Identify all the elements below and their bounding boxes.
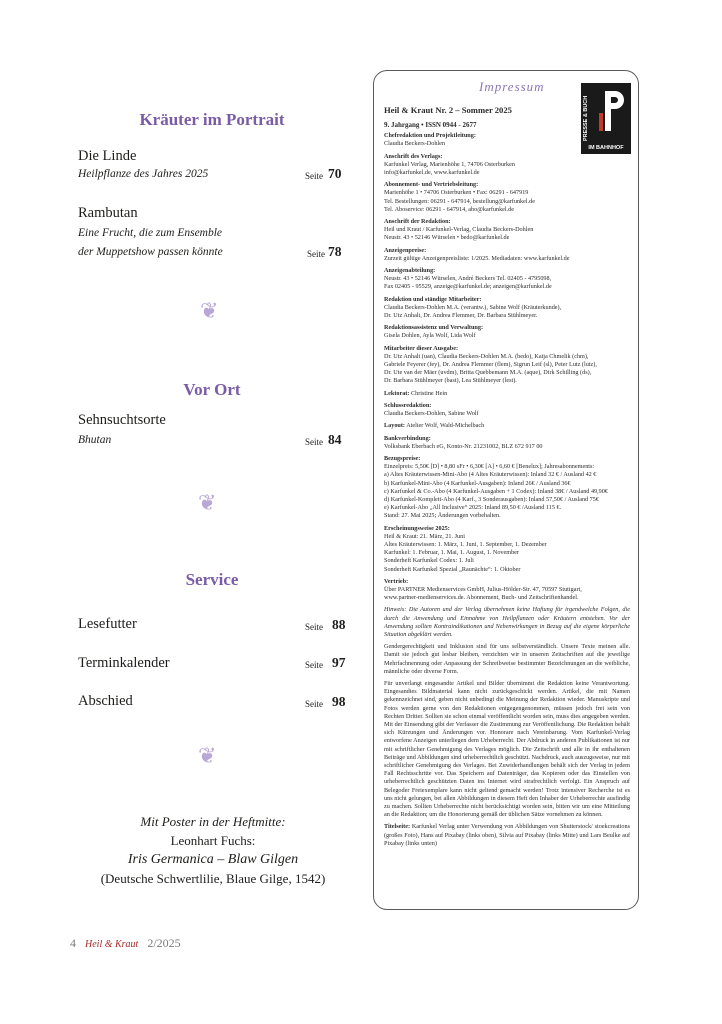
poster-line: (Deutsche Schwertlilie, Blaue Gilge, 1542) [100,871,326,886]
seite-label: Seite [305,699,323,709]
legal-note: Für unverlangt eingesandte Artikel und Bilder übernimmt die Redaktion keine Verantwortung. Eingesandtes Bildmaterial kann nicht zurückgeschickt werden. Artikel, die mit Namen gekennzeichnet sind, geben nicht unbedingt die Meinung der Redaktion wieder. Manuskripte und Fotos werden gerne von den Redaktionen entgegengenommen, müssen jedoch frei sein von Rechten Dritter. Sollten sie schon einmal veröffentlicht worden sein, muss dies angegeben werden. Mit der Einsendung gibt der Verfasser die Zustimmung zur Veröffentlichung. Die Redaktion behält sich Kürzungen und Änderungen vor. Honorare nach Vereinbarung. Vom Karfunkel-Verlag entworfene Anzeigen unterliegen dem Urheberrecht. Der Abdruck in anderen Publikationen ist nur mit schriftlicher Genehmigung des Verlages möglich. Die Zeitschrift und alle in ihr enthaltenen Beiträge und Abbildungen sind urheberrechtlich geschützt. Nachdruck, auch auszugsweise, nur mit schriftlicher Genehmigung des Verlages. Bei Zuwiderhandlungen behält sich der Verlag in jedem Fall Rechtsschritte vor. Das Speichern auf Datenträger, das Kopieren oder das Einstellen von urheberrechtlich geschützten Daten ins Internet wird strafrechtlich verfolgt. Ein Anspruch auf Belegoder Freiexemplare kann nicht geltend gemacht werden! Trotz intensiver Recherche ist es uns nicht gelungen, bei allen Abbildungen in diesem Heft den Inhaber der Urheberrechte ausfindig zu machen. Sollten Urheberrechte nicht berücksichtigt worden sein, bitten wir um eine Mitteilung an die Redaktion; um die Honorierung gemäß der üblichen Sätze vornehmen zu können. [384,679,630,819]
impressum-section-heading: Abonnement- und Vertriebsleitung: [384,181,479,189]
impressum-section [384,390,630,398]
titelseite-heading: Titelseite: [384,823,411,831]
impressum-section-line: Sonderheft Karfunkel Codex: 1. Juli [384,557,474,565]
impressum-section-heading: Redaktion und ständige Mitarbeiter: [384,295,482,303]
impressum-section-line: d) Karfunkel-Komplett-Abo (4 Karf., 3 Sonderausgaben): Inland 57,50€ / Ausland 75€ [384,495,599,503]
impressum-section-heading: Mitarbeiter dieser Ausgabe: [384,344,459,352]
impressum-section-line: info@karfunkel.de, www.karfunkel.de [384,169,480,177]
seite-label: Seite [307,249,325,259]
impressum-section-heading: Anzeigenabteilung: [384,267,436,275]
section-title: Kräuter im Portrait [139,110,285,129]
impressum-section [384,218,630,243]
impressum-section-heading: Lektorat: [384,389,410,397]
herb-sprig-icon: ❦ [200,298,219,323]
seite-label: Seite [305,171,323,181]
section-title: Vor Ort [183,380,241,399]
impressum-section-heading: Schlussredaktion: [384,401,432,409]
impressum-section-line: Marienhöhe 1 • 74706 Osterburken • Fax: 06291 - 647919 [384,189,529,197]
poster-line: Mit Poster in der Heftmitte: [140,814,286,829]
impressum-section [384,181,630,214]
logo-text-bottom: IM BAHNHOF [588,145,624,151]
impressum-section [384,435,630,451]
impressum-section-line: Volksbank Eberbach eG, Konto-Nr. 21231002, BLZ 672 917 00 [384,442,543,450]
impressum-section-heading: Bankverbindung: [384,434,431,442]
seite-label: Seite [305,660,323,670]
impressum-section-line: Dr. Ute van der Mäer (uvdm), Britta Quebbemann M.A. (aque), Dirk Schilling (ds), [384,369,592,377]
presse-buch-logo [581,83,631,154]
jahrgang: 9. Jahrgang • ISSN 0944 - 2677 [384,121,477,129]
impressum-section-line: Dr. Utz Anhalt (uan), Claudia Beckers-Dohlen M.A. (bedo), Katja Chmelik (chm), [384,352,589,360]
impressum-section-line: Neustr. 43 • 52146 Würselen, André Beckers Tel. 02405 - 4795098, [384,275,552,283]
impressum-section-line: b) Karfunkel-Mini-Abo (4 Karfunkel-Ausgaben): Inland 26€ / Ausland 36€ [384,479,571,487]
impressum-section-line: Claudia Beckers-Dohlen M.A. (verantw.), Sabine Wolf (Kräuterkunde), [384,303,562,311]
impressum-section-line: Claudia Beckers-Dohlen, Sabine Wolf [384,410,479,418]
impressum-section-heading: Anzeigenpreise: [384,246,427,254]
impressum-section-line: Karfunkel: 1. Februar, 1. Mai, 1. August, 1. November [384,549,519,557]
impressum-section-line: Dr. Barbara Stühlmeyer (bast), Lea Stühlmeyer (lest). [384,377,517,385]
page-number[interactable]: 78 [328,244,342,259]
impressum-section-line: Fax 02405 - 95529, anzeige@karfunkel.de; anzeigen@karfunkel.de [384,283,552,291]
impressum-section-line: Claudia Beckers-Dohlen [384,140,445,148]
impressum-section-line: Zurzeit gültige Anzeigenpreisliste: 1/2025. Mediadaten: www.karfunkel.de [384,254,570,262]
page-number[interactable]: 70 [328,166,342,181]
impressum-section [384,247,630,263]
impressum-section [384,525,630,574]
impressum-section-line: Neustr. 43 • 52146 Würselen • bedo@karfunkel.de [384,234,510,242]
impressum-script-title: Impressum [479,79,545,94]
impressum-section-heading: Redaktionsassistenz und Verwaltung: [384,324,484,332]
herb-sprig-icon: ❦ [198,743,217,768]
impressum-section-line: c) Karfunkel & Co.-Abo (4 Karfunkel-Ausgaben + 1 Codex): Inland 38€ / Ausland 49,90€ [384,487,608,495]
page-number[interactable]: 97 [332,655,346,670]
entry-subtitle: Eine Frucht, die zum Ensemble [78,227,223,239]
impressum-section-line: Gabriele Feyerer (fey), Dr. Andrea Flemmer (flem), Sigrun Leif (sl), Peter Lutz (lutz), [384,361,597,369]
page-number[interactable]: 88 [332,617,346,632]
impressum-section-line: Tel. Aboservice: 06291 - 647914, abo@karfunkel.de [384,205,515,213]
entry-title[interactable]: Abschied [78,693,133,709]
impressum-section [384,422,630,430]
poster-line: Leonhart Fuchs: [170,833,256,848]
page-number[interactable]: 98 [332,694,346,709]
page-number[interactable]: 84 [328,432,342,447]
impressum-section-heading: Chefredaktion und Projektleitung: [384,132,476,140]
titelseite-text: Karfunkel Verlag unter Verwendung von Abbildungen von Shutterstock/ stoekcreations (großes Foto), Hans auf Pixabay (links oben), Silvia auf Pixabay (links Mitte) und Lars Beulke auf Pixabay (links unten) [384,823,630,847]
impressum-section-line: Heil und Kraut / Karfunkel-Verlag, Claudia Beckers-Dohlen [384,226,534,234]
impressum-section-line: Dr. Utz Anhalt, Dr. Andrea Flemmer, Dr. Barbara Stühlmeyer. [384,312,538,320]
impressum-body [384,643,630,819]
entry-subtitle: Heilpflanze des Jahres 2025 [78,168,209,180]
impressum-section-heading: Bezugspreise: [384,454,421,462]
impressum-section [384,455,630,521]
impressum-section-line: Tel. Bestellungen: 06291 - 647914, bestellung@karfunkel.de [384,197,535,205]
impressum-section-inline-text: Christine Hein [409,389,448,397]
impressum-section-inline-text: Atelier Wolf, Wald-Michelbach [404,422,485,430]
impressum-section [384,153,630,178]
impressum-section-heading: Layout: [384,422,405,430]
poster-note [78,812,348,888]
seite-label: Seite [305,622,323,632]
entry-title[interactable]: Die Linde [78,148,137,164]
page-footer [70,936,181,951]
section-title: Service [185,570,239,589]
herb-sprig-icon: ❦ [198,490,217,515]
impressum-section-line: a) Altes Kräuterwissen-Mini-Abo (4 Altes Kräuterwissen): Inland 32 € / Ausland 42 € [384,471,597,479]
footer-page-number: 4 [70,936,76,950]
impressum-section-line: Karfunkel Verlag, Marienhöhe 1, 74706 Osterburken [384,160,515,168]
entry-subtitle: der Muppetshow passen könnte [78,246,223,258]
titelseite-credit [384,823,630,848]
footer-issue: 2/2025 [147,936,181,950]
impressum-section-line: Einzelpreis: 5,50€ [D] • 8,80 sFr • 6,30€ [A] • 6,60 € [Benelux]; Jahresabonnements: [384,463,595,471]
impressum-section-heading: Vertrieb: [384,577,409,585]
entry-title[interactable]: Rambutan [78,205,138,221]
seite-label: Seite [305,437,323,447]
impressum-content [384,105,630,848]
impressum-section [384,345,630,386]
impressum-section-line: www.partner-medienservices.de. Abonnement, Buch- und Zeitschriftenhandel. [384,594,579,602]
impressum-box [373,70,639,910]
impressum-section-line: Stand: 27. Mai 2025; Änderungen vorbehalten. [384,512,501,520]
impressum-section-line: e) Karfunkel-Abo „All Inclusive“ 2025: Inland 89,50 € /Ausland 115 €. [384,504,562,512]
disclaimer-hint: Hinweis: Die Autoren und der Verlag übernehmen keine Haftung für irgendwelche Folgen, die durch die Anwendung und Einnahme von Heilpflanzen oder Kräutern entstehen. Vor der Anwendung sollten Kontraindikationen und Nebenwirkungen in Bezug auf die eigene körperliche Situation abgeklärt werden. [384,606,630,638]
impressum-section [384,324,630,340]
entry-subtitle: Bhutan [78,434,112,446]
logo-text-vertical: PRESSE & BUCH [583,95,589,141]
entry-title[interactable]: Sehnsuchtsorte [78,412,166,428]
impressum-section-line: Heil & Kraut: 21. März, 21. Juni [384,532,465,540]
impressum-section [384,402,630,418]
impressum-section-heading: Anschrift der Redaktion: [384,218,451,226]
entry-title[interactable]: Lesefutter [78,616,137,632]
gender-note: Gendergerechtigkeit und Inklusion sind für uns selbstverständlich. Unsere Texte meinen alle. Damit sie jedoch gut lesbar bleiben, verzichten wir in unseren Zeitschriften auf die jeweilige Mehrfachnennung oder Anpassung der Schreibweise bestimmter Bezeichnungen an die weibliche, männliche oder diverse Form. [384,643,630,675]
impressum-section-heading: Anschrift des Verlags: [384,152,443,160]
impressum-section [384,296,630,321]
impressum-section-line: Altes Kräuterwissen: 1. März, 1. Juni, 1. September, 1. Dezember [384,540,547,548]
impressum-section-heading: Erscheinungsweise 2025: [384,524,450,532]
entry-title[interactable]: Terminkalender [78,655,170,671]
impressum-section [384,578,630,603]
impressum-sections [384,132,630,602]
poster-line: Iris Germanica – Blaw Gilgen [127,852,299,867]
impressum-section-line: Gisela Dohlen, Ayla Wolf, Lida Wolf [384,332,476,340]
footer-brand-logo: Heil & Kraut [85,939,139,950]
impressum-section-line: Über PARTNER Medienservices GmbH, Julius-Hölder-Str. 47, 70597 Stuttgart, [384,585,582,593]
issue-title: Heil & Kraut Nr. 2 – Sommer 2025 [384,105,512,115]
impressum-section [384,267,630,292]
impressum-section-line: Sonderheft Karfunkel Spezial „Raunächte“: 1. Oktober [384,565,521,573]
